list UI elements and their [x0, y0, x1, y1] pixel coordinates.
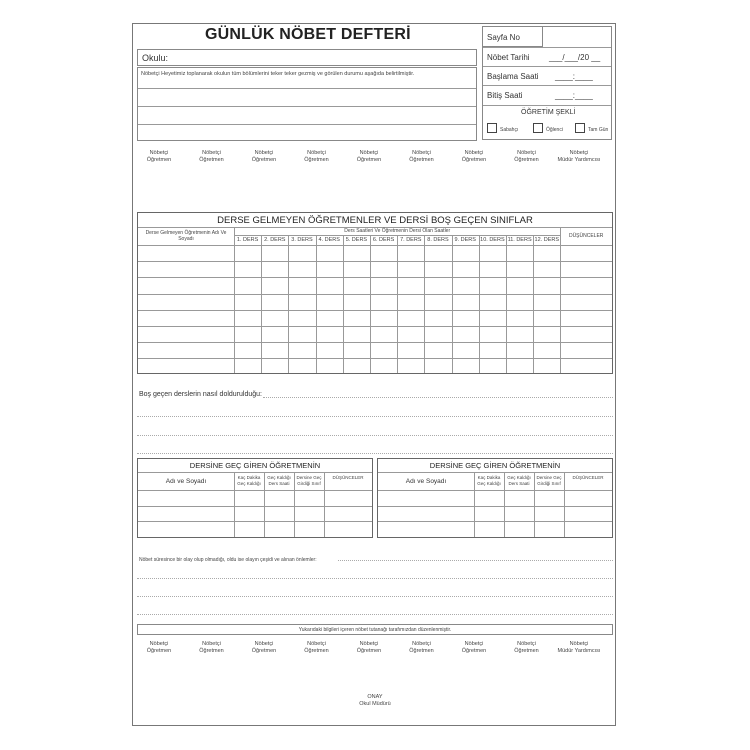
- signature-line2: Öğretmen: [146, 648, 172, 654]
- absent-row[interactable]: [138, 277, 612, 293]
- signature-slot[interactable]: [184, 150, 240, 164]
- signature-line1: Nöbetçi: [517, 641, 536, 647]
- duty-date-field[interactable]: ___/___/20 __: [549, 53, 601, 62]
- start-time-label: Başlama Saati: [487, 72, 539, 81]
- filled-dotted-line: [263, 397, 613, 398]
- lesson-header: 10. DERS: [480, 237, 505, 243]
- intro-line: [138, 88, 476, 89]
- lesson-header: 8. DERS: [427, 237, 449, 243]
- signature-slot[interactable]: [236, 641, 292, 655]
- filled-label: Boş geçen derslerin nasıl doldurulduğu:: [139, 391, 262, 398]
- late-row[interactable]: [378, 521, 612, 537]
- signature-line2: Öğretmen: [146, 157, 172, 163]
- signature-line2: Öğretmen: [251, 648, 277, 654]
- lesson-header: 12. DERS: [534, 237, 560, 243]
- absent-row[interactable]: [138, 245, 612, 261]
- signature-line2: Öğretmen: [514, 648, 539, 654]
- school-label: Okulu:: [142, 53, 169, 63]
- lesson-header: 3. DERS: [291, 237, 313, 243]
- late-row[interactable]: [378, 490, 612, 506]
- late-section-right: [377, 458, 613, 538]
- late-class-header: Dersine Geç Girdiği Sınıf: [536, 475, 562, 486]
- signature-line2: Öğretmen: [514, 157, 539, 163]
- signature-line1: Nöbetçi: [254, 150, 274, 156]
- lesson-header: 11. DERS: [507, 237, 532, 243]
- late-minutes-header: Kaç Dakika Geç Kaldığı: [477, 475, 501, 486]
- signature-slot[interactable]: [551, 150, 607, 164]
- late-row[interactable]: [138, 506, 372, 522]
- signature-line2: Öğretmen: [356, 648, 382, 654]
- signature-slot[interactable]: [289, 150, 345, 164]
- incident-dotted-line: [137, 578, 613, 579]
- afternoon-checkbox[interactable]: [533, 123, 543, 133]
- approval-role: Okul Müdürü: [359, 701, 391, 707]
- signature-line2: Öğretmen: [304, 157, 329, 163]
- info-divider: [483, 105, 611, 106]
- late-row[interactable]: [138, 490, 372, 506]
- afternoon-label: Öğlenci: [546, 127, 563, 133]
- info-divider: [483, 47, 611, 48]
- info-box: [482, 26, 612, 140]
- bottom-note-bar: [137, 624, 613, 635]
- lesson-header: 5. DERS: [345, 237, 368, 243]
- lesson-header: 1. DERS: [236, 237, 259, 243]
- approval-label: ONAY: [367, 694, 383, 700]
- lesson-header: 2. DERS: [264, 237, 286, 243]
- late-class-header: Dersine Geç Girdiği Sınıf: [296, 475, 322, 486]
- absent-row[interactable]: [138, 342, 612, 358]
- filled-dotted-line: [137, 453, 613, 454]
- signature-line2: Öğretmen: [199, 157, 224, 163]
- lesson-header: 7. DERS: [400, 237, 422, 243]
- signature-line1: Nöbetçi: [307, 150, 326, 156]
- signature-slot[interactable]: [551, 641, 607, 655]
- signature-line2: Öğretmen: [304, 648, 329, 654]
- absent-row[interactable]: [138, 326, 612, 342]
- signature-line1: Nöbetçi: [569, 641, 589, 647]
- signature-line2: Müdür Yardımcısı: [557, 648, 601, 654]
- signature-line1: Nöbetçi: [569, 150, 589, 156]
- late-name-header: Adı ve Soyadı: [405, 478, 447, 485]
- signature-line2: Öğretmen: [461, 648, 487, 654]
- signature-line1: Nöbetçi: [464, 150, 484, 156]
- duty-date-label: Nöbet Tarihi: [487, 53, 530, 62]
- signature-line1: Nöbetçi: [149, 150, 169, 156]
- morning-label: Sabahçı: [500, 127, 519, 133]
- late-lesson-header: Geç Kaldığı Ders Saati: [507, 475, 531, 486]
- signature-line2: Öğretmen: [356, 157, 382, 163]
- signature-slot[interactable]: [184, 641, 240, 655]
- signature-line1: Nöbetçi: [202, 150, 221, 156]
- late-title-divider: [138, 472, 372, 473]
- intro-text: Nöbetçi Heyetimiz toplanarak okulun tüm bölümlerini teker teker gezmiş ve görülen durumu aşağıda belirtilmiştir.: [141, 71, 415, 77]
- fullday-checkbox[interactable]: [575, 123, 585, 133]
- intro-line: [138, 106, 476, 107]
- late-section-left: [137, 458, 373, 538]
- intro-block: [137, 67, 477, 141]
- late-notes-header: DÜŞÜNCELER: [332, 475, 364, 480]
- signature-line1: Nöbetçi: [202, 641, 221, 647]
- lesson-header: 6. DERS: [372, 237, 395, 243]
- education-type-label: ÖĞRETİM ŞEKLİ: [521, 109, 576, 116]
- page-no-cell: [483, 27, 543, 47]
- absent-row[interactable]: [138, 261, 612, 277]
- late-section-title: DERSİNE GEÇ GİREN ÖĞRETMENİN: [429, 461, 561, 470]
- incident-label: Nöbet süresince bir olay olup olmadığı, oldu ise olayın çeşidi ve alınan önlemler:: [139, 557, 317, 563]
- late-row[interactable]: [138, 521, 372, 537]
- signature-line2: Öğretmen: [251, 157, 277, 163]
- signature-line1: Nöbetçi: [359, 150, 379, 156]
- late-name-header: Adı ve Soyadı: [165, 478, 207, 485]
- lesson-header: 9. DERS: [454, 237, 476, 243]
- start-time-field[interactable]: ____:____: [555, 72, 593, 81]
- info-divider: [483, 66, 611, 67]
- fullday-label: Tam Gün: [588, 127, 609, 133]
- morning-checkbox[interactable]: [487, 123, 497, 133]
- absent-notes-header: DÜŞÜNCELER: [568, 233, 604, 239]
- late-minutes-header: Kaç Dakika Geç Kaldığı: [237, 475, 261, 486]
- signature-slot[interactable]: [394, 150, 450, 164]
- signature-line1: Nöbetçi: [464, 641, 484, 647]
- late-notes-header: DÜŞÜNCELER: [572, 475, 604, 480]
- signature-line1: Nöbetçi: [307, 641, 326, 647]
- filled-dotted-line: [137, 416, 613, 417]
- signature-slot[interactable]: [236, 150, 292, 164]
- signature-slot[interactable]: [131, 150, 187, 164]
- absent-row[interactable]: [138, 294, 612, 310]
- signature-line1: Nöbetçi: [517, 150, 536, 156]
- incident-dotted-line: [137, 596, 613, 597]
- signature-line2: Öğretmen: [199, 648, 224, 654]
- absent-hours-header: Ders Saatleri Ve Öğretmenin Dersi Olan Saatler: [344, 228, 451, 234]
- signature-slot[interactable]: [499, 641, 555, 655]
- signature-line2: Öğretmen: [409, 157, 434, 163]
- incident-dotted-line: [338, 560, 613, 561]
- page-title: GÜNLÜK NÖBET DEFTERİ: [205, 26, 411, 43]
- bottom-note: Yukarıdaki bilgileri içeren nöbet tutanağı tarafımızdan düzenlenmiştir.: [298, 627, 452, 633]
- signature-line1: Nöbetçi: [412, 150, 431, 156]
- late-lesson-header: Geç Kaldığı Ders Saati: [267, 475, 291, 486]
- signature-line2: Öğretmen: [461, 157, 487, 163]
- absent-section-title: DERSE GELMEYEN ÖĞRETMENLER VE DERSİ BOŞ GEÇEN SINIFLAR: [217, 215, 533, 226]
- signature-line1: Nöbetçi: [254, 641, 274, 647]
- signature-slot[interactable]: [131, 641, 187, 655]
- absent-section: [137, 212, 613, 374]
- late-title-divider: [378, 472, 612, 473]
- page-no-label: Sayfa No: [487, 33, 520, 42]
- intro-line: [138, 124, 476, 125]
- late-section-title: DERSİNE GEÇ GİREN ÖĞRETMENİN: [189, 461, 321, 470]
- end-time-label: Bitiş Saati: [487, 91, 523, 100]
- lesson-header: 4. DERS: [318, 237, 340, 243]
- signature-line2: Öğretmen: [409, 648, 434, 654]
- duty-log-sheet: [132, 23, 616, 726]
- school-field[interactable]: [137, 49, 477, 66]
- signature-slot[interactable]: [289, 641, 345, 655]
- absent-row[interactable]: [138, 358, 612, 374]
- signature-slot[interactable]: [446, 641, 502, 655]
- signature-line1: Nöbetçi: [412, 641, 431, 647]
- signature-slot[interactable]: [499, 150, 555, 164]
- absent-row[interactable]: [138, 310, 612, 326]
- signature-slot[interactable]: [341, 641, 397, 655]
- end-time-field[interactable]: ____:____: [555, 91, 593, 100]
- incident-dotted-line: [137, 614, 613, 615]
- late-row[interactable]: [378, 506, 612, 522]
- signature-line2: Müdür Yardımcısı: [557, 157, 601, 163]
- filled-dotted-line: [137, 435, 613, 436]
- signature-line1: Nöbetçi: [359, 641, 379, 647]
- signature-slot[interactable]: [341, 150, 397, 164]
- signature-slot[interactable]: [394, 641, 450, 655]
- absent-name-header: Derse Gelmeyen Öğretmenin Adı Ve Soyadı: [145, 230, 227, 242]
- signature-slot[interactable]: [446, 150, 502, 164]
- info-divider: [483, 85, 611, 86]
- signature-line1: Nöbetçi: [149, 641, 169, 647]
